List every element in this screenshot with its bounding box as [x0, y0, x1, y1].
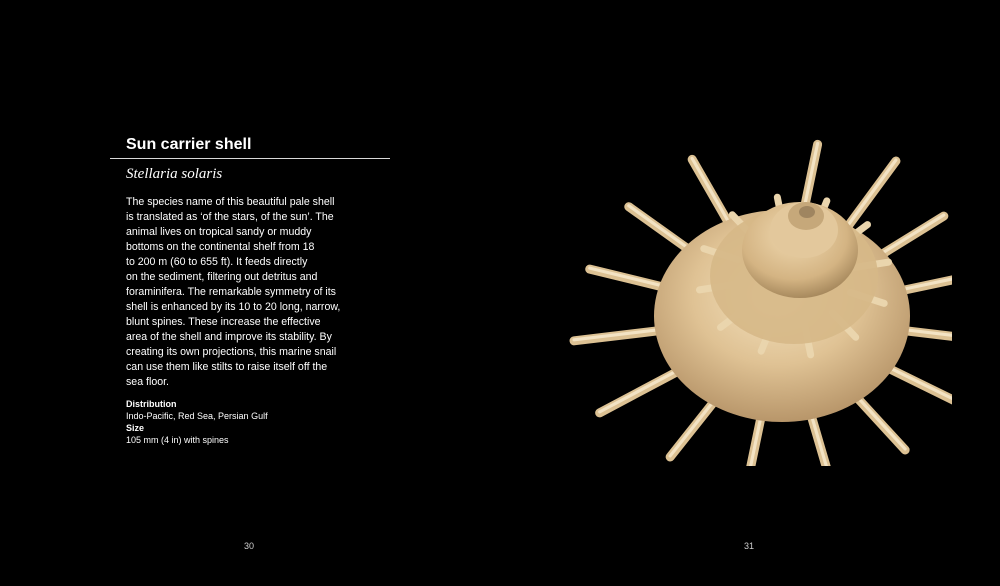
distribution-label: Distribution: [126, 399, 177, 409]
sun-carrier-shell-photo: [552, 126, 952, 466]
title-divider: [110, 158, 390, 159]
distribution-value: Indo-Pacific, Red Sea, Persian Gulf: [126, 411, 268, 421]
shell-apex-tip: [799, 206, 815, 218]
size-value: 105 mm (4 in) with spines: [126, 435, 229, 445]
distribution-spec: [126, 398, 390, 422]
page-number-left: 30: [244, 541, 255, 551]
shell-illustration: [552, 126, 952, 466]
size-label: Size: [126, 423, 145, 433]
species-entry: [110, 134, 390, 446]
size-spec: [126, 422, 390, 446]
page-number-right: 31: [744, 541, 755, 551]
species-title: Sun carrier shell: [126, 136, 252, 153]
species-description: The species name of this beautiful pale shell is translated as ‘of the stars, of the sun’. The animal lives on tropical sandy or muddy bottoms on the continental shelf from 18 to 200 m (60 to 655 ft). It feeds directly on the sediment, filtering out detritus and foraminifera. The remarkable symmetry of its shell is enhanced by its 10 to 20 long, narrow, blunt spines. These increase the effective area of the shell and improve its stability. By creating its own projections, this marine snail can use them like stilts to raise itself off the sea floor.: [126, 196, 341, 388]
latin-name: Stellaria solaris: [126, 166, 223, 182]
right-page: [500, 0, 1000, 586]
